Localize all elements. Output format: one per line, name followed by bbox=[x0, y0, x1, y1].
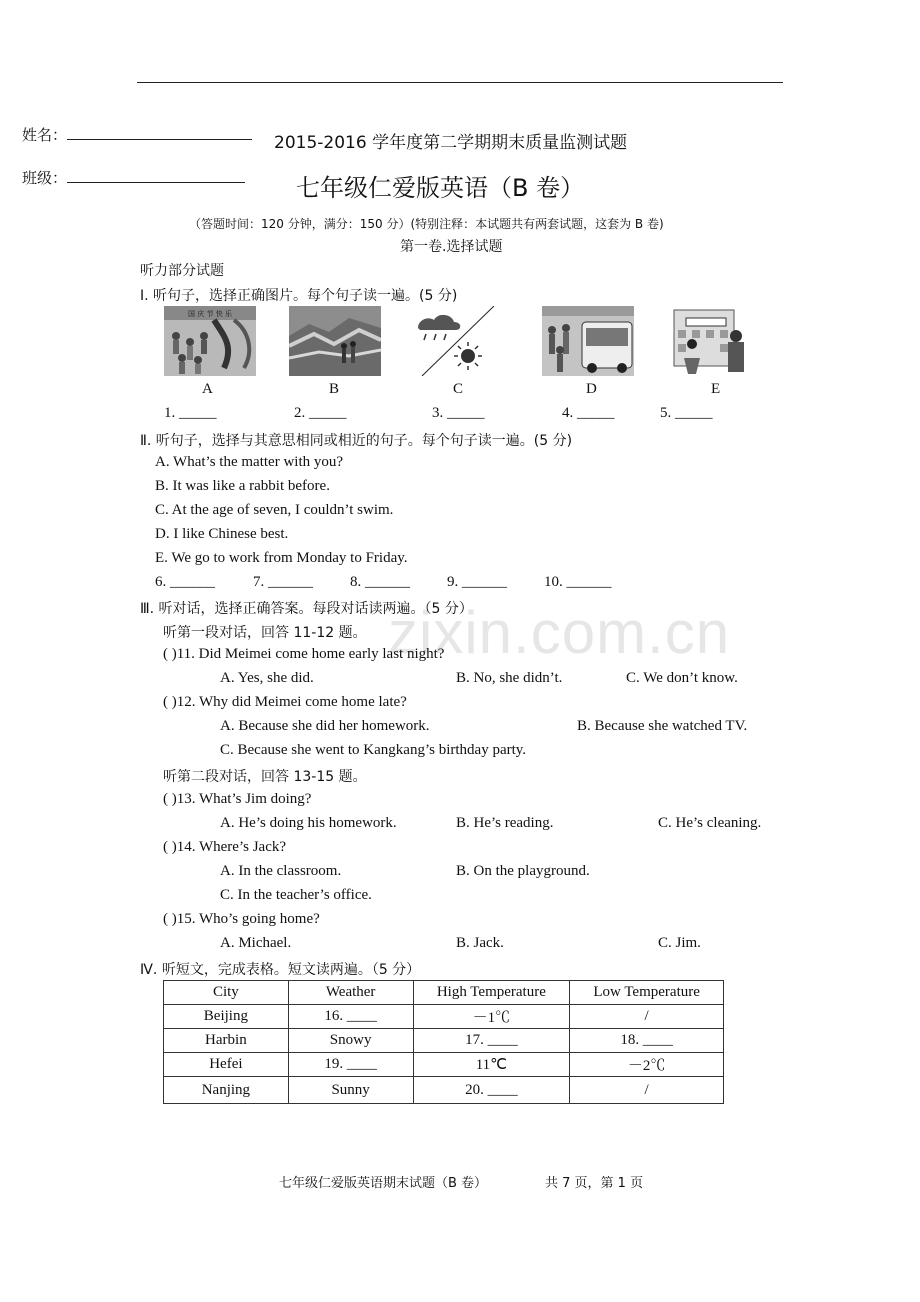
table-cell: Sunny bbox=[288, 1077, 413, 1104]
table-row bbox=[164, 1005, 724, 1029]
table-cell: Snowy bbox=[288, 1029, 413, 1053]
answer-blank-10[interactable]: 10. ______ bbox=[544, 574, 612, 590]
table-cell: / bbox=[570, 1005, 724, 1029]
q12-option-a[interactable]: A. Because she did her homework. bbox=[220, 718, 430, 734]
q14-option-a[interactable]: A. In the classroom. bbox=[220, 863, 342, 879]
main-title: 七年级仁爱版英语（B 卷） bbox=[296, 174, 585, 202]
q11-option-c[interactable]: C. We don’t know. bbox=[626, 670, 738, 686]
pic-label-a: A bbox=[202, 381, 213, 397]
header-low-temp: Low Temperature bbox=[570, 981, 724, 1005]
q12-option-b[interactable]: B. Because she watched TV. bbox=[577, 718, 748, 734]
answer-blank-2[interactable]: 2. _____ bbox=[294, 405, 347, 421]
q13-option-a[interactable]: A. He’s doing his homework. bbox=[220, 815, 397, 831]
exam-note: （答题时间：120 分钟，满分：150 分）(特别注释：本试题共有两套试题，这套为 B 卷) bbox=[189, 217, 664, 231]
table-cell: －1℃ bbox=[413, 1005, 570, 1029]
dialog2-intro: 听第二段对话，回答 13-15 题。 bbox=[163, 769, 367, 785]
bus-stop-picture bbox=[542, 306, 634, 376]
answer-blank-17[interactable]: 17. ____ bbox=[413, 1029, 570, 1053]
part4-title: Ⅳ. 听短文，完成表格。短文读两遍。（5 分） bbox=[140, 962, 421, 978]
question-14: ( )14. Where’s Jack? bbox=[163, 839, 287, 855]
table-cell: Harbin bbox=[164, 1029, 289, 1053]
part2-title: Ⅱ. 听句子，选择与其意思相同或相近的句子。每个句子读一遍。(5 分) bbox=[140, 433, 573, 449]
table-row bbox=[164, 1053, 724, 1077]
question-15: ( )15. Who’s going home? bbox=[163, 911, 320, 927]
school-teacher-picture bbox=[666, 306, 758, 376]
part1-title: Ⅰ. 听句子，选择正确图片。每个句子读一遍。(5 分) bbox=[140, 288, 458, 304]
answer-blank-7[interactable]: 7. ______ bbox=[253, 574, 313, 590]
part2-option-c: C. At the age of seven, I couldn’t swim. bbox=[155, 502, 394, 518]
q15-option-a[interactable]: A. Michael. bbox=[220, 935, 292, 951]
header-city: City bbox=[164, 981, 289, 1005]
q11-option-a[interactable]: A. Yes, she did. bbox=[220, 670, 314, 686]
pic-label-d: D bbox=[586, 381, 597, 397]
question-13: ( )13. What’s Jim doing? bbox=[163, 791, 312, 807]
table-row bbox=[164, 1077, 724, 1104]
pic-label-e: E bbox=[711, 381, 721, 397]
footer-title: 七年级仁爱版英语期末试题（B 卷） bbox=[279, 1176, 488, 1191]
answer-blank-9[interactable]: 9. ______ bbox=[447, 574, 507, 590]
answer-blank-18[interactable]: 18. ____ bbox=[570, 1029, 724, 1053]
top-rule bbox=[137, 82, 783, 83]
class-field bbox=[22, 167, 245, 188]
header-high-temp: High Temperature bbox=[413, 981, 570, 1005]
weather-table bbox=[163, 980, 724, 1104]
question-11: ( )11. Did Meimei come home early last night? bbox=[163, 646, 445, 662]
pic-label-b: B bbox=[329, 381, 340, 397]
table-header-row bbox=[164, 981, 724, 1005]
answer-blank-16[interactable]: 16. ____ bbox=[288, 1005, 413, 1029]
table-cell: －2℃ bbox=[570, 1053, 724, 1077]
students-banner-picture bbox=[164, 306, 256, 376]
great-wall-picture bbox=[289, 306, 381, 376]
answer-blank-19[interactable]: 19. ____ bbox=[288, 1053, 413, 1077]
name-label: 姓名： bbox=[22, 126, 68, 144]
table-row bbox=[164, 1029, 724, 1053]
q13-option-b[interactable]: B. He’s reading. bbox=[456, 815, 554, 831]
part2-option-d: D. I like Chinese best. bbox=[155, 526, 289, 542]
q14-option-b[interactable]: B. On the playground. bbox=[456, 863, 590, 879]
volume-title: 第一卷.选择试题 bbox=[400, 239, 503, 255]
listening-title: 听力部分试题 bbox=[140, 263, 224, 279]
q15-option-b[interactable]: B. Jack. bbox=[456, 935, 504, 951]
answer-blank-8[interactable]: 8. ______ bbox=[350, 574, 410, 590]
answer-blank-3[interactable]: 3. _____ bbox=[432, 405, 485, 421]
year-title: 2015-2016 学年度第二学期期末质量监测试题 bbox=[274, 133, 628, 153]
dialog1-intro: 听第一段对话，回答 11-12 题。 bbox=[163, 625, 367, 641]
part2-option-a: A. What’s the matter with you? bbox=[155, 454, 344, 470]
banner-text: 国 庆 节 快 乐 bbox=[188, 310, 232, 318]
q13-option-c[interactable]: C. He’s cleaning. bbox=[658, 815, 762, 831]
question-12: ( )12. Why did Meimei come home late? bbox=[163, 694, 407, 710]
part2-option-e: E. We go to work from Monday to Friday. bbox=[155, 550, 408, 566]
table-cell: / bbox=[570, 1077, 724, 1104]
answer-blank-5[interactable]: 5. _____ bbox=[660, 405, 713, 421]
class-label: 班级： bbox=[22, 169, 68, 187]
q11-option-b[interactable]: B. No, she didn’t. bbox=[456, 670, 563, 686]
watermark: zixin.com.cn bbox=[388, 599, 731, 666]
q12-option-c[interactable]: C. Because she went to Kangkang’s birthday party. bbox=[220, 742, 527, 758]
table-cell: Beijing bbox=[164, 1005, 289, 1029]
class-input-line[interactable] bbox=[67, 182, 245, 183]
table-cell: 11℃ bbox=[413, 1053, 570, 1077]
answer-blank-6[interactable]: 6. ______ bbox=[155, 574, 215, 590]
name-input-line[interactable] bbox=[67, 139, 252, 140]
pic-label-c: C bbox=[453, 381, 464, 397]
part3-title: Ⅲ. 听对话，选择正确答案。每段对话读两遍。（5 分） bbox=[140, 601, 473, 617]
answer-blank-20[interactable]: 20. ____ bbox=[413, 1077, 570, 1104]
answer-blank-1[interactable]: 1. _____ bbox=[164, 405, 217, 421]
name-field bbox=[22, 124, 252, 145]
q15-option-c[interactable]: C. Jim. bbox=[658, 935, 701, 951]
table-cell: Nanjing bbox=[164, 1077, 289, 1104]
answer-blank-4[interactable]: 4. _____ bbox=[562, 405, 615, 421]
table-cell: Hefei bbox=[164, 1053, 289, 1077]
rain-sun-weather-picture bbox=[412, 306, 504, 376]
header-weather: Weather bbox=[288, 981, 413, 1005]
page-number: 共 7 页，第 1 页 bbox=[545, 1176, 644, 1191]
part2-option-b: B. It was like a rabbit before. bbox=[155, 478, 330, 494]
q14-option-c[interactable]: C. In the teacher’s office. bbox=[220, 887, 372, 903]
